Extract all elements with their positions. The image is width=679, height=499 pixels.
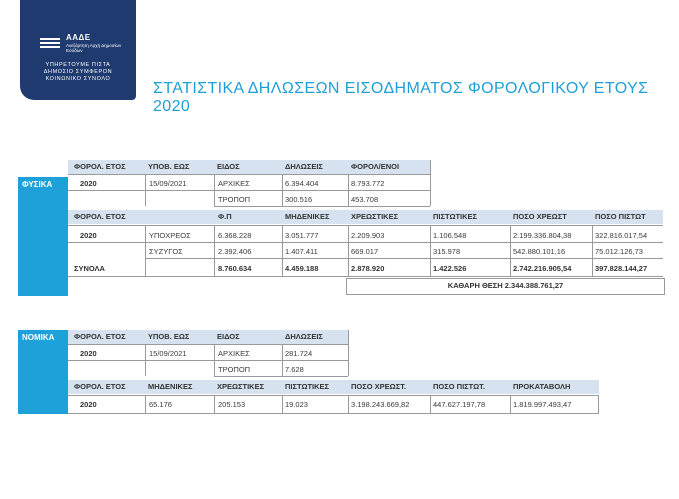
page-title: ΣΤΑΤΙΣΤΙΚΑ ΔΗΛΩΣΕΩΝ ΕΙΣΟΔΗΜΑΤΟΣ ΦΟΡΟΛΟΓΙΚΟΥ ΕΤΟΥΣ 2020 <box>153 80 649 115</box>
nomika-section-label: ΝΟΜΙΚΑ <box>18 330 68 414</box>
grid-line <box>510 225 511 276</box>
fysika-net-position: ΚΑΘΑΡΗ ΘΕΣΗ 2.344.388.761,27 <box>346 278 665 295</box>
grid-line <box>68 360 348 361</box>
grid-line <box>598 395 599 413</box>
fysika-total-cell: 397.828.144,27 <box>595 264 648 273</box>
grid-line <box>145 258 663 259</box>
grid-line <box>348 225 349 276</box>
nomika-col-header: ΠΟΣΟ ΧΡΕΩΣΤ. <box>351 382 407 391</box>
nomika-cell: 3.198.243.669,82 <box>351 400 410 409</box>
grid-line <box>68 225 663 226</box>
grid-line <box>282 395 283 413</box>
fysika-cell: 542.880.101,16 <box>513 247 566 256</box>
grid-line <box>68 190 430 191</box>
grid-line <box>145 344 146 376</box>
grid-line <box>68 242 663 243</box>
grid-line <box>68 174 430 175</box>
fysika-cell: 2020 <box>80 231 97 240</box>
fysika-col-header: ΦΟΡΟΛ/ΕΝΟΙ <box>351 162 400 171</box>
fysika-col-header: ΕΙΔΟΣ <box>217 162 240 171</box>
fysika-cell: ΑΡΧΙΚΕΣ <box>218 179 250 188</box>
logo-motto-2: ΔΗΜΟΣΙΟ ΣΥΜΦΕΡΟΝ <box>43 69 113 75</box>
nomika-cell: 281.724 <box>285 349 313 358</box>
nomika-col-header: ΠΟΣΟ ΠΙΣΤΩΤ. <box>433 382 485 391</box>
fysika-cell: 2.392.406 <box>218 247 252 256</box>
logo-motto-3: ΚΟΙΝΩΝΙΚΟ ΣΥΝΟΛΟ <box>45 76 111 82</box>
fysika-cell: 75.012.126,73 <box>595 247 643 256</box>
nomika-cell: 447.627.197,78 <box>433 400 486 409</box>
fysika-col-header: ΥΠΟΒ. ΕΩΣ <box>148 162 190 171</box>
fysika-cell: 2020 <box>80 179 97 188</box>
logo-name: ΑΑΔΕ <box>66 33 91 42</box>
logo-motto-1: ΥΠΗΡΕΤΟΥΜΕ ΠΙΣΤΑ <box>45 62 111 68</box>
nomika-col-header: ΕΙΔΟΣ <box>217 332 240 341</box>
fysika-total-cell: 8.760.634 <box>218 264 252 273</box>
fysika-cell: 453.708 <box>351 195 379 204</box>
grid-line <box>145 225 146 276</box>
fysika-col-header: ΠΙΣΤΩΤΙΚΕΣ <box>433 212 478 221</box>
grid-line <box>145 174 146 206</box>
nomika-col-header: ΥΠΟΒ. ΕΩΣ <box>148 332 190 341</box>
fysika-cell: 2.199.336.804,38 <box>513 231 572 240</box>
nomika-col-header: ΜΗΔΕΝΙΚΕΣ <box>148 382 193 391</box>
fysika-cell: ΣΥΖΥΓΟΣ <box>149 247 183 256</box>
grid-line <box>214 395 215 413</box>
grid-line <box>592 225 593 276</box>
grid-line <box>510 395 511 413</box>
nomika-col-header: ΔΗΛΩΣΕΙΣ <box>285 332 323 341</box>
fysika-cell: ΥΠΟΧΡΕΟΣ <box>149 231 191 240</box>
fysika-cell: 2.209.903 <box>351 231 385 240</box>
nomika-cell: 2020 <box>80 349 97 358</box>
grid-line <box>214 206 430 207</box>
grid-line <box>282 174 283 206</box>
grid-line <box>214 344 215 376</box>
grid-line <box>348 330 349 376</box>
grid-line <box>282 344 283 376</box>
fysika-total-label: ΣΥΝΟΛΑ <box>74 264 105 273</box>
fysika-col-header: ΠΟΣΟ ΠΙΣΤΩΤ <box>595 212 646 221</box>
fysika-col-header: ΦΟΡΟΛ. ΕΤΟΣ <box>74 162 126 171</box>
fysika-col-header: Φ.Π <box>218 212 232 221</box>
grid-line <box>214 376 348 377</box>
aade-logo <box>20 0 136 100</box>
nomika-cell: 15/09/2021 <box>149 349 187 358</box>
fysika-total-cell: 4.459.188 <box>285 264 319 273</box>
fysika-cell: 315.978 <box>433 247 461 256</box>
fysika-cell: 322.816.017,54 <box>595 231 648 240</box>
nomika-cell: ΑΡΧΙΚΕΣ <box>218 349 250 358</box>
nomika-col-header: ΦΟΡΟΛ. ΕΤΟΣ <box>74 382 126 391</box>
nomika-cell: 2020 <box>80 400 97 409</box>
logo-subtitle: Ανεξάρτητη Αρχή Δημοσίων Εσόδων <box>66 43 122 53</box>
grid-line <box>68 276 663 277</box>
grid-line <box>68 413 599 414</box>
nomika-col-header: ΠΙΣΤΩΤΙΚΕΣ <box>285 382 330 391</box>
fysika-cell: ΤΡΟΠΟΠ <box>218 195 251 204</box>
grid-line <box>68 344 348 345</box>
fysika-cell: 6.394.404 <box>285 179 319 188</box>
fysika-cell: 8.793.772 <box>351 179 385 188</box>
nomika-col-header: ΠΡΟΚΑΤΑΒΟΛΗ <box>513 382 571 391</box>
nomika-cell: 65.176 <box>149 400 172 409</box>
fysika-cell: 1.106.548 <box>433 231 467 240</box>
nomika-col-header: ΦΟΡΟΛ. ΕΤΟΣ <box>74 332 126 341</box>
grid-line <box>348 395 349 413</box>
fysika-cell: 3.051.777 <box>285 231 319 240</box>
fysika-cell: 1.407.411 <box>285 247 318 256</box>
grid-line <box>430 225 431 276</box>
nomika-cell: 7.628 <box>285 365 304 374</box>
grid-line <box>214 225 215 276</box>
fysika-total-cell: 2.878.920 <box>351 264 385 273</box>
nomika-cell: 1.819.997.493,47 <box>513 400 572 409</box>
fysika-col-header: ΦΟΡΟΛ. ΕΤΟΣ <box>74 212 126 221</box>
nomika-cell: 19.023 <box>285 400 308 409</box>
fysika-cell: 300.516 <box>285 195 313 204</box>
nomika-col-header: ΧΡΕΩΣΤΙΚΕΣ <box>217 382 265 391</box>
fysika-col-header: ΧΡΕΩΣΤΙΚΕΣ <box>351 212 399 221</box>
fysika-cell: 6.368.228 <box>218 231 252 240</box>
grid-line <box>348 174 349 206</box>
fysika-cell: 15/09/2021 <box>149 179 187 188</box>
fysika-col-header: ΜΗΔΕΝΙΚΕΣ <box>285 212 330 221</box>
fysika-col-header: ΔΗΛΩΣΕΙΣ <box>285 162 323 171</box>
grid-line <box>430 395 431 413</box>
fysika-cell: 669.017 <box>351 247 379 256</box>
nomika-cell: ΤΡΟΠΟΠ <box>218 365 251 374</box>
fysika-section-label: ΦΥΣΙΚΑ <box>18 177 68 296</box>
nomika-cell: 205.153 <box>218 400 246 409</box>
grid-line <box>214 174 215 206</box>
fysika-col-header: ΠΟΣΟ ΧΡΕΩΣΤ <box>513 212 567 221</box>
grid-line <box>282 225 283 276</box>
grid-line <box>68 395 599 396</box>
fysika-total-cell: 1.422.526 <box>433 264 467 273</box>
aade-emblem-icon <box>40 38 60 50</box>
grid-line <box>430 160 431 206</box>
fysika-total-cell: 2.742.216.905,54 <box>513 264 572 273</box>
grid-line <box>145 395 146 413</box>
